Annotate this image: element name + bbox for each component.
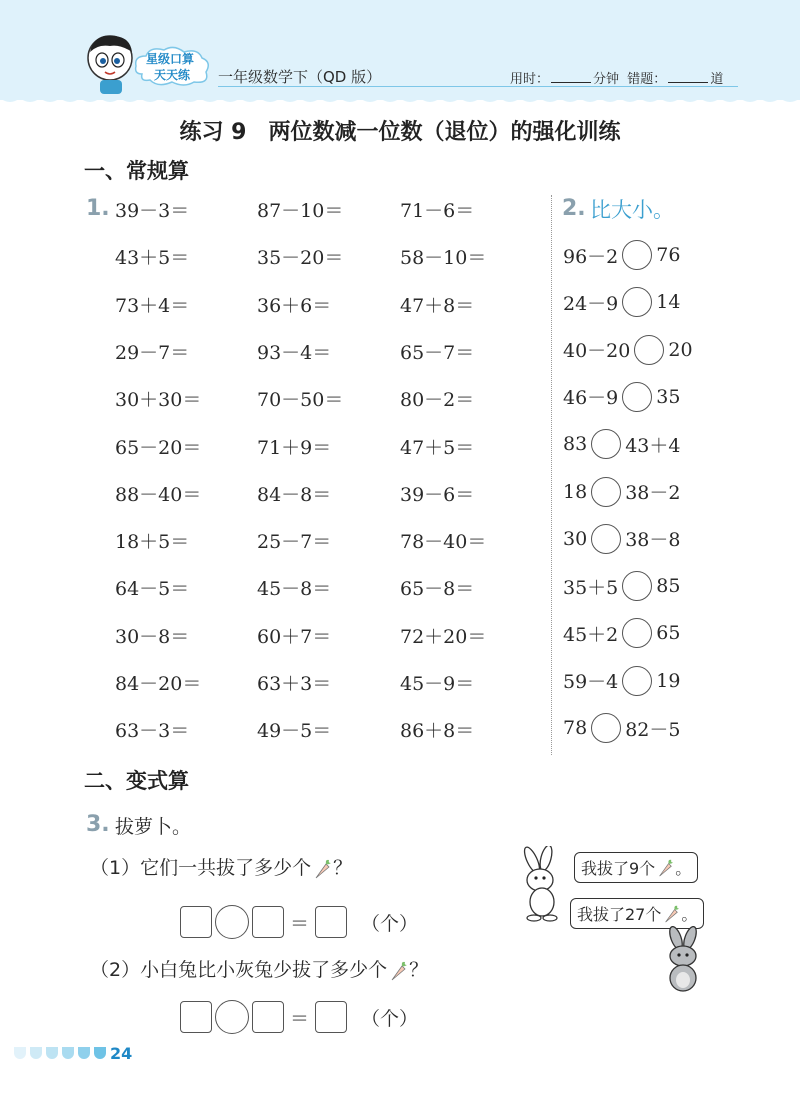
exercise-item[interactable]: 70－50＝ <box>257 389 344 412</box>
compare-left: 40－20 <box>563 340 631 363</box>
exercise-item[interactable]: 80－2＝ <box>400 389 475 412</box>
exercise-item[interactable]: 39－3＝ <box>115 200 190 222</box>
answer-box-2a[interactable] <box>180 1001 212 1033</box>
compare-right: 65 <box>656 622 681 645</box>
exercise-item[interactable]: 39－6＝ <box>400 483 475 506</box>
compare-left: 30 <box>563 527 588 550</box>
exercise-item[interactable]: 84－8＝ <box>257 483 332 506</box>
exercise-item[interactable]: 88－40＝ <box>115 483 202 506</box>
exercise-item[interactable]: 73＋4＝ <box>115 294 190 317</box>
answer-box-1c[interactable] <box>315 906 347 938</box>
speech-bubble-2-end: 。 <box>681 905 698 924</box>
compare-left: 24－9 <box>563 292 619 315</box>
exercise-item[interactable]: 47＋8＝ <box>400 294 475 317</box>
operator-circle-2[interactable] <box>215 1000 249 1034</box>
compare-row <box>563 569 680 603</box>
section1-title: 一、常规算 <box>84 159 189 183</box>
answer-box-2c[interactable] <box>315 1001 347 1033</box>
footer-dot <box>14 1047 26 1059</box>
exercise-item[interactable]: 63－3＝ <box>115 720 190 743</box>
q3-text: 拔萝卜。 <box>115 816 192 838</box>
speech-bubble-1 <box>574 852 698 883</box>
q2-number: 2. <box>562 196 586 221</box>
compare-left: 59－4 <box>563 671 619 694</box>
exercise-item[interactable]: 43＋5＝ <box>115 247 190 270</box>
exercise-item[interactable]: 65－20＝ <box>115 436 202 459</box>
sub-question-2-label: （2）小白兔比小灰兔少拔了多少个 <box>90 959 388 981</box>
exercise-item[interactable]: 36＋6＝ <box>257 294 332 317</box>
compare-left: 83 <box>563 433 588 456</box>
answer-box-2b[interactable] <box>252 1001 284 1033</box>
exercise-item[interactable]: 87－10＝ <box>257 200 344 222</box>
compare-row <box>563 238 680 272</box>
exercise-item[interactable]: 93－4＝ <box>257 341 332 364</box>
exercise-item[interactable]: 86＋8＝ <box>400 720 475 743</box>
compare-right: 38－8 <box>625 529 681 552</box>
sub-question-1-mark: ？ <box>333 857 353 879</box>
book-title: 一年级数学下（QD 版） <box>218 68 382 86</box>
compare-row <box>563 664 680 698</box>
time-field <box>510 68 723 87</box>
equals-sign-2: ＝ <box>290 1007 310 1030</box>
sub-question-1-label: （1）它们一共拔了多少个 <box>90 857 312 879</box>
exercise-item[interactable]: 71＋9＝ <box>257 436 332 459</box>
compare-left: 35＋5 <box>563 576 619 599</box>
q1-number: 1. <box>86 196 110 221</box>
brand-line1: 星级口算 <box>146 52 195 66</box>
footer-decoration <box>14 1047 106 1059</box>
time-label: 用时： <box>510 72 550 87</box>
compare-row <box>563 711 680 745</box>
sub-question-2 <box>90 955 428 982</box>
compare-answer-circle[interactable] <box>622 287 652 317</box>
error-blank[interactable] <box>668 70 708 83</box>
compare-left: 18 <box>563 480 588 503</box>
exercise-item[interactable]: 47＋5＝ <box>400 436 475 459</box>
exercise-item[interactable]: 64－5＝ <box>115 578 190 601</box>
compare-answer-circle[interactable] <box>591 429 621 459</box>
exercise-item[interactable]: 84－20＝ <box>115 673 202 695</box>
q2-text: 比大小。 <box>590 198 674 222</box>
compare-row <box>563 380 680 414</box>
exercise-item[interactable]: 65－7＝ <box>400 341 475 364</box>
white-rabbit-icon <box>514 846 570 922</box>
unit-label-1: （个） <box>361 912 419 935</box>
compare-answer-circle[interactable] <box>622 571 652 601</box>
compare-right: 82－5 <box>625 718 681 741</box>
compare-right: 20 <box>668 338 693 361</box>
compare-answer-circle[interactable] <box>591 477 621 507</box>
page-title: 练习 9 两位数减一位数（退位）的强化训练 <box>179 120 621 145</box>
footer-dot <box>78 1047 90 1059</box>
compare-answer-circle[interactable] <box>591 713 621 743</box>
compare-left: 96－2 <box>563 245 619 268</box>
compare-right: 38－2 <box>625 482 681 504</box>
speech-bubble-2-text: 我拔了27个 <box>577 905 662 924</box>
exercise-item[interactable]: 49－5＝ <box>257 720 332 743</box>
compare-answer-circle[interactable] <box>591 524 621 554</box>
speech-bubble-2 <box>570 898 704 929</box>
footer-dot <box>46 1047 58 1059</box>
exercise-item[interactable]: 60＋7＝ <box>257 625 332 648</box>
brand-line2: 天天练 <box>154 68 191 82</box>
equals-sign-1: ＝ <box>290 912 310 935</box>
sub-question-2-mark: ？ <box>409 959 429 981</box>
compare-answer-circle[interactable] <box>622 382 652 412</box>
compare-right: 85 <box>656 575 681 598</box>
compare-right: 76 <box>656 244 681 266</box>
answer-box-1a[interactable] <box>180 906 212 938</box>
speech-bubble-1-text: 我拔了9个 <box>581 859 656 878</box>
exercise-item[interactable]: 30＋30＝ <box>115 389 202 412</box>
compare-row <box>563 522 680 556</box>
exercise-item[interactable]: 30－8＝ <box>115 625 190 648</box>
exercise-item[interactable]: 45－9＝ <box>400 673 475 695</box>
footer-dot <box>62 1047 74 1059</box>
compare-right: 43＋4 <box>625 434 681 457</box>
page-number: 24 <box>110 1044 133 1063</box>
sub-question-1 <box>90 853 352 880</box>
section2-title: 二、变式算 <box>84 769 189 793</box>
column-divider <box>551 195 552 755</box>
radish-icon <box>662 904 680 924</box>
error-label: 错题： <box>627 72 667 87</box>
exercise-item[interactable]: 65－8＝ <box>400 578 475 601</box>
compare-answer-circle[interactable] <box>622 240 652 270</box>
exercise-item[interactable]: 45－8＝ <box>257 578 332 601</box>
radish-icon <box>312 858 332 880</box>
answer-row-2 <box>180 1000 418 1034</box>
exercise-item[interactable]: 78－40＝ <box>400 531 487 554</box>
operator-circle-1[interactable] <box>215 905 249 939</box>
exercise-item[interactable]: 58－10＝ <box>400 247 487 270</box>
compare-answer-circle[interactable] <box>622 618 652 648</box>
exercise-item[interactable]: 72＋20＝ <box>400 625 487 648</box>
gray-rabbit-icon <box>656 926 710 994</box>
compare-row <box>563 616 680 650</box>
compare-left: 78 <box>563 717 588 739</box>
compare-right: 14 <box>656 291 681 314</box>
radish-icon <box>388 960 408 982</box>
compare-answer-circle[interactable] <box>634 335 664 365</box>
compare-left: 46－9 <box>563 387 619 410</box>
exercise-item[interactable]: 18＋5＝ <box>115 531 190 554</box>
compare-left: 45＋2 <box>563 623 619 646</box>
compare-row <box>563 333 693 367</box>
unit-label-2: （个） <box>361 1007 419 1030</box>
exercise-item[interactable]: 35－20＝ <box>257 247 344 270</box>
footer-dot <box>94 1047 106 1059</box>
compare-right: 35 <box>656 385 681 408</box>
q3-number: 3. <box>86 812 110 837</box>
radish-icon <box>656 858 674 878</box>
count-label: 道 <box>710 72 724 87</box>
exercise-item[interactable]: 71－6＝ <box>400 200 475 222</box>
footer-dot <box>30 1047 42 1059</box>
compare-row <box>563 475 680 509</box>
compare-answer-circle[interactable] <box>622 666 652 696</box>
exercise-item[interactable]: 63＋3＝ <box>257 673 332 695</box>
compare-right: 19 <box>656 669 681 692</box>
compare-row <box>563 285 680 319</box>
compare-row <box>563 427 680 461</box>
exercise-item[interactable]: 25－7＝ <box>257 531 332 554</box>
exercise-item[interactable]: 29－7＝ <box>115 341 190 364</box>
answer-box-1b[interactable] <box>252 906 284 938</box>
minute-label: 分钟 <box>593 72 620 87</box>
answer-row-1 <box>180 905 418 939</box>
speech-bubble-1-end: 。 <box>675 859 692 878</box>
time-blank[interactable] <box>551 70 591 83</box>
